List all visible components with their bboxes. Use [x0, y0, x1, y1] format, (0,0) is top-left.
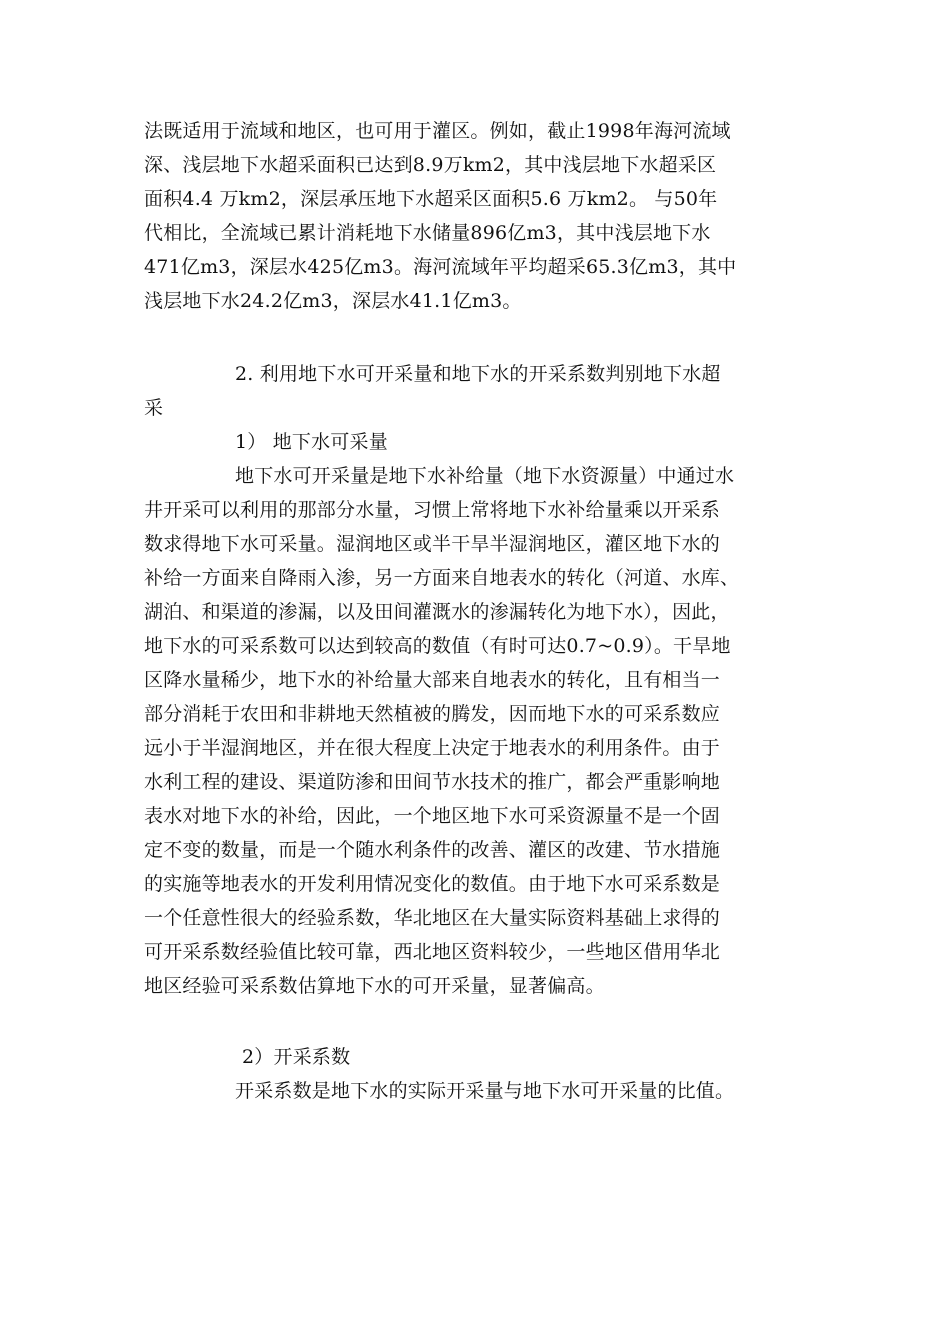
text-line: 代相比，全流域已累计消耗地下水储量896亿m3，其中浅层地下水 — [144, 222, 711, 244]
text-line: 地下水可开采量是地下水补给量（地下水资源量）中通过水 — [235, 465, 735, 487]
subheading-开采系数: 2）开采系数 — [242, 1046, 351, 1068]
text-line: 法既适用于流域和地区，也可用于灌区。例如，截止1998年海河流域 — [144, 120, 731, 142]
section-heading-line: 2. 利用地下水可开采量和地下水的开采系数判别地下水超 — [235, 363, 721, 385]
text-line: 471亿m3，深层水425亿m3。海河流域年平均超采65.3亿m3，其中 — [144, 256, 737, 278]
text-line: 补给一方面来自降雨入渗，另一方面来自地表水的转化（河道、水库、 — [144, 567, 740, 589]
text-line: 一个任意性很大的经验系数，华北地区在大量实际资料基础上求得的 — [144, 907, 721, 929]
text-line: 定不变的数量，而是一个随水利条件的改善、灌区的改建、节水措施 — [144, 839, 721, 861]
section-heading-line: 采 — [144, 397, 164, 419]
text-line: 开采系数是地下水的实际开采量与地下水可开采量的比值。 — [235, 1080, 735, 1102]
paragraph-可开采量 — [144, 459, 812, 1003]
text-line: 浅层地下水24.2亿m3，深层水41.1亿m3。 — [144, 290, 522, 312]
text-line: 可开采系数经验值比较可靠，西北地区资料较少，一些地区借用华北 — [144, 941, 721, 963]
text-line: 远小于半湿润地区，并在很大程度上决定于地表水的利用条件。由于 — [144, 737, 721, 759]
subheading-可采量: 1） 地下水可采量 — [235, 431, 388, 453]
paragraph-spacer — [144, 1003, 812, 1040]
text-line: 深、浅层地下水超采面积已达到8.9万km2，其中浅层地下水超采区 — [144, 154, 717, 176]
document-page — [144, 114, 812, 1108]
text-line: 地区经验可采系数估算地下水的可开采量，显著偏高。 — [144, 975, 605, 997]
text-line: 井开采可以利用的那部分水量，习惯上常将地下水补给量乘以开采系 — [144, 499, 721, 521]
text-line: 区降水量稀少，地下水的补给量大部来自地表水的转化，且有相当一 — [144, 669, 721, 691]
paragraph-spacer — [144, 318, 812, 357]
text-line: 水利工程的建设、渠道防渗和田间节水技术的推广，都会严重影响地 — [144, 771, 721, 793]
paragraph-超采面积 — [144, 114, 812, 318]
text-line: 地下水的可采系数可以达到较高的数值（有时可达0.7~0.9）。干旱地 — [144, 635, 731, 657]
section-heading — [144, 357, 812, 425]
text-line: 湖泊、和渠道的渗漏，以及田间灌溉水的渗漏转化为地下水），因此， — [144, 601, 730, 623]
text-line: 部分消耗于农田和非耕地天然植被的腾发，因而地下水的可采系数应 — [144, 703, 721, 725]
text-line: 的实施等地表水的开发利用情况变化的数值。由于地下水可采系数是 — [144, 873, 721, 895]
text-line: 数求得地下水可采量。湿润地区或半干旱半湿润地区，灌区地下水的 — [144, 533, 721, 555]
text-line: 表水对地下水的补给，因此，一个地区地下水可采资源量不是一个固 — [144, 805, 721, 827]
text-line: 面积4.4 万km2，深层承压地下水超采区面积5.6 万km2。 与50年 — [144, 188, 718, 210]
